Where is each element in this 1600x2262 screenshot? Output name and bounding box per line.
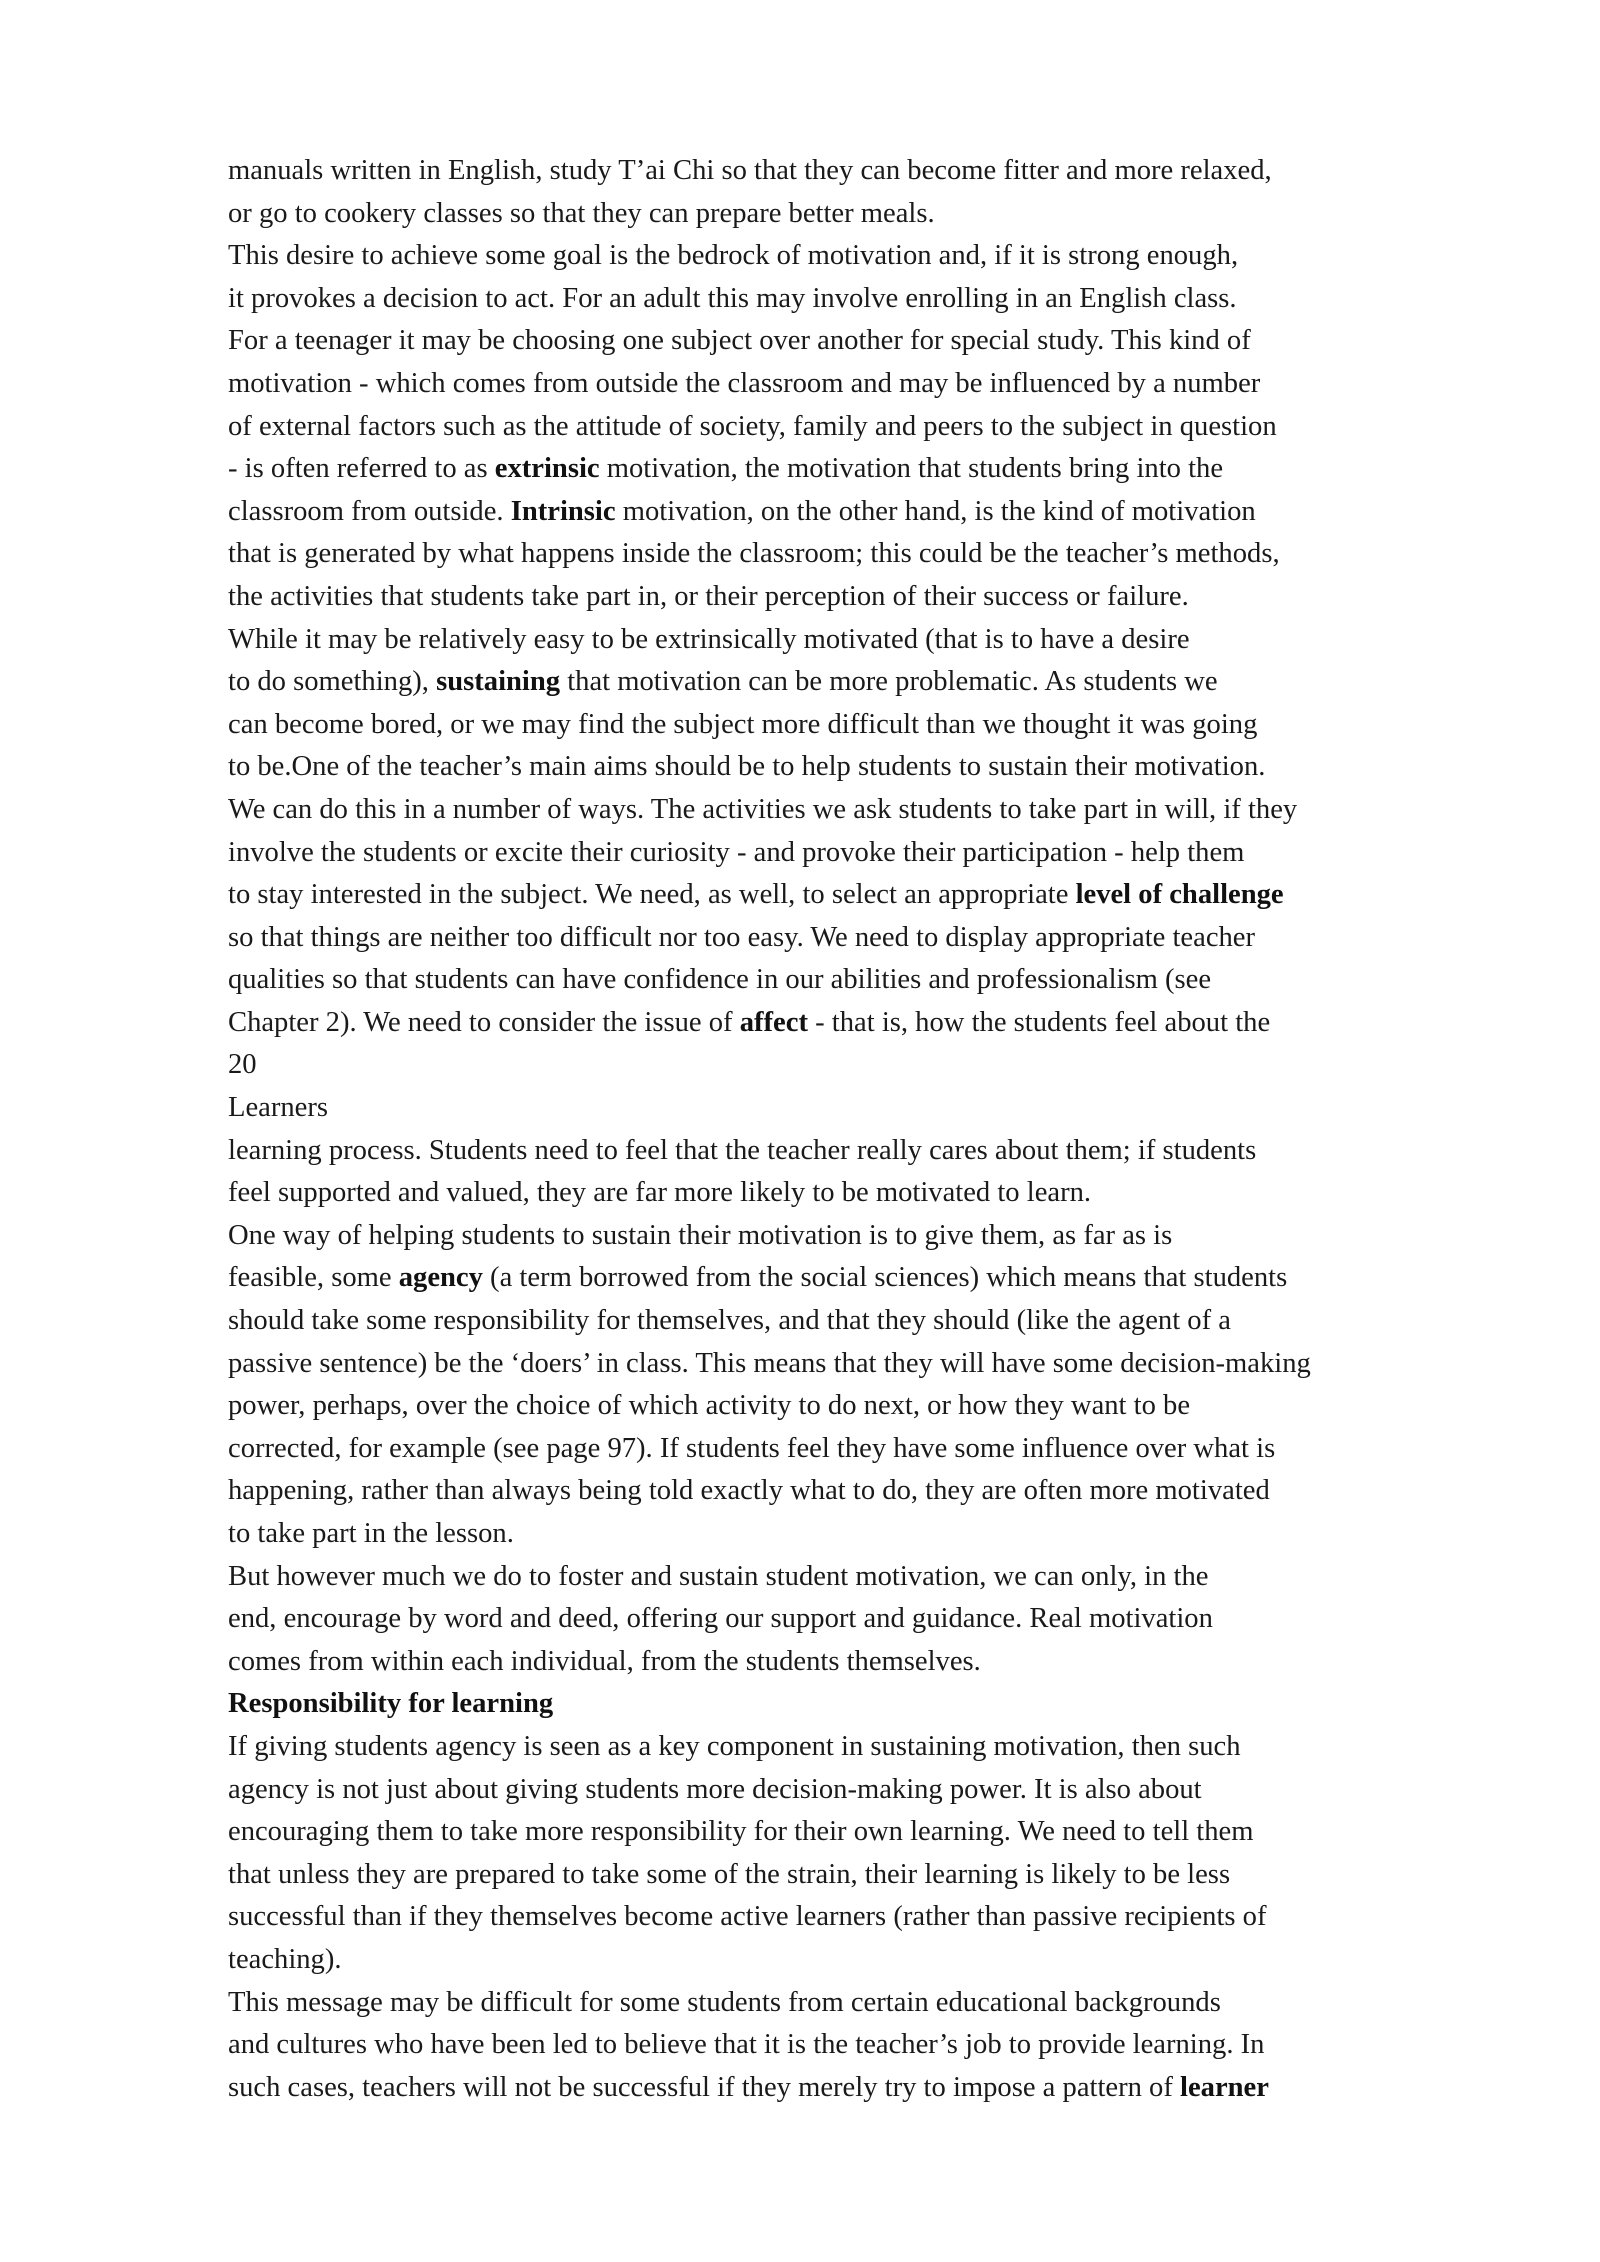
text-run: Learners [228,1092,329,1124]
text-run: We can do this in a number of ways. The activities we ask students to take part in will, if they [228,793,1298,825]
text-line [228,917,1568,960]
text-line [228,1854,1568,1897]
text-run: that motivation can be more problematic. As students we [560,666,1218,698]
text-line [228,193,1568,236]
text-line [228,533,1568,576]
text-line [228,1769,1568,1812]
text-line [228,832,1568,875]
text-line [228,746,1568,789]
text-run: it provokes a decision to act. For an adult this may involve enrolling in an English class. [228,282,1237,314]
text-run: (a term borrowed from the social sciences) which means that students [482,1262,1288,1294]
text-line [228,1513,1568,1556]
text-run: to stay interested in the subject. We need, as well, to select an appropriate [228,879,1076,911]
text-run: comes from within each individual, from the students themselves. [228,1645,981,1677]
text-line [228,1556,1568,1599]
text-line [228,1428,1568,1471]
text-run: teaching). [228,1943,342,1975]
text-run: motivation - which comes from outside the classroom and may be influenced by a number [228,367,1261,399]
text-line [228,1130,1568,1173]
text-line [228,1044,1568,1087]
text-run: corrected, for example (see page 97). If students feel they have some influence over what is [228,1432,1276,1464]
text-run: 20 [228,1049,257,1081]
text-run: of external factors such as the attitude of society, family and peers to the subject in question [228,410,1277,442]
text-run: This desire to achieve some goal is the bedrock of motivation and, if it is strong enough, [228,240,1239,272]
text-run: motivation, on the other hand, is the kind of motivation [615,495,1256,527]
text-line [228,2067,1568,2110]
text-run: One way of helping students to sustain their motivation is to give them, as far as is [228,1219,1173,1251]
bold-term: Intrinsic [510,495,616,527]
text-run: qualities so that students can have confidence in our abilities and professionalism (see [228,964,1212,996]
text-line [228,1598,1568,1641]
text-line [228,874,1568,917]
text-run: If giving students agency is seen as a key component in sustaining motivation, then such [228,1730,1241,1762]
text-line [228,2024,1568,2067]
bold-term: learner [1180,2071,1269,2103]
text-run: to do something), [228,666,437,698]
text-run: end, encourage by word and deed, offering our support and guidance. Real motivation [228,1603,1213,1635]
text-line [228,1726,1568,1769]
text-run: involve the students or excite their curiosity - and provoke their participation - help them [228,836,1245,868]
text-run: agency is not just about giving students more decision-making power. It is also about [228,1773,1202,1805]
text-line [228,1641,1568,1684]
text-line [228,1343,1568,1386]
text-run: - that is, how the students feel about the [807,1006,1271,1038]
text-run: that unless they are prepared to take some of the strain, their learning is likely to be less [228,1858,1231,1890]
text-line [228,320,1568,363]
text-run: and cultures who have been led to believe that it is the teacher’s job to provide learning. In [228,2029,1265,2061]
text-run: manuals written in English, study T’ai Chi so that they can become fitter and more relaxed, [228,155,1272,186]
bold-term: level of challenge [1075,879,1284,911]
text-line [228,1002,1568,1045]
text-run: feel supported and valued, they are far more likely to be motivated to learn. [228,1177,1092,1209]
text-line [228,1811,1568,1854]
bold-term: Responsibility for learning [228,1688,554,1720]
text-run: feasible, some [228,1262,399,1294]
text-line [228,1683,1568,1726]
text-line [228,363,1568,406]
text-run: or go to cookery classes so that they can prepare better meals. [228,197,935,229]
text-line [228,576,1568,619]
text-run: This message may be difficult for some students from certain educational backgrounds [228,1986,1221,2018]
text-run: learning process. Students need to feel that the teacher really cares about them; if students [228,1134,1257,1166]
text-line [228,406,1568,449]
text-line [228,278,1568,321]
text-line [228,1982,1568,2025]
text-line [228,1172,1568,1215]
bold-term: affect [739,1006,808,1038]
text-line [228,150,1568,193]
text-line [228,959,1568,1002]
text-line [228,704,1568,747]
text-line [228,1385,1568,1428]
text-run: such cases, teachers will not be successful if they merely try to impose a pattern of [228,2071,1181,2103]
bold-term: agency [398,1262,483,1294]
text-run: should take some responsibility for themselves, and that they should (like the agent of a [228,1305,1231,1337]
text-run: to take part in the lesson. [228,1518,514,1549]
text-run: encouraging them to take more responsibility for their own learning. We need to tell them [228,1816,1254,1848]
text-line [228,235,1568,278]
text-run: successful than if they themselves become active learners (rather than passive recipients of [228,1901,1267,1933]
text-run: motivation, the motivation that students bring into the [599,453,1224,485]
text-run: can become bored, or we may find the subject more difficult than we thought it was going [228,708,1258,740]
text-line [228,619,1568,662]
text-line [228,1257,1568,1300]
text-line [228,1087,1568,1130]
text-run: to be.One of the teacher’s main aims should be to help students to sustain their motivation. [228,751,1266,783]
text-run: While it may be relatively easy to be extrinsically motivated (that is to have a desire [228,623,1190,655]
text-run: that is generated by what happens inside the classroom; this could be the teacher’s methods, [228,538,1280,570]
text-line [228,661,1568,704]
text-line [228,1300,1568,1343]
text-line [228,789,1568,832]
text-line [228,1215,1568,1258]
text-line [228,1939,1568,1982]
text-run: For a teenager it may be choosing one subject over another for special study. This kind of [228,325,1251,357]
text-line [228,1470,1568,1513]
body-text [228,150,1568,2109]
text-run: But however much we do to foster and sustain student motivation, we can only, in the [228,1560,1209,1592]
text-line [228,1896,1568,1939]
text-run: - is often referred to as [228,453,495,485]
text-run: classroom from outside. [228,495,511,527]
text-run: so that things are neither too difficult nor too easy. We need to display appropriate teacher [228,921,1256,953]
text-line [228,491,1568,534]
text-line [228,448,1568,491]
bold-term: extrinsic [494,453,600,485]
text-run: Chapter 2). We need to consider the issue of [228,1006,740,1038]
text-run: passive sentence) be the ‘doers’ in class. This means that they will have some decision-making [228,1347,1311,1379]
bold-term: sustaining [436,666,561,698]
text-run: the activities that students take part in, or their perception of their success or failure. [228,580,1189,612]
text-run: power, perhaps, over the choice of which activity to do next, or how they want to be [228,1390,1191,1422]
text-run: happening, rather than always being told exactly what to do, they are often more motivated [228,1475,1270,1507]
